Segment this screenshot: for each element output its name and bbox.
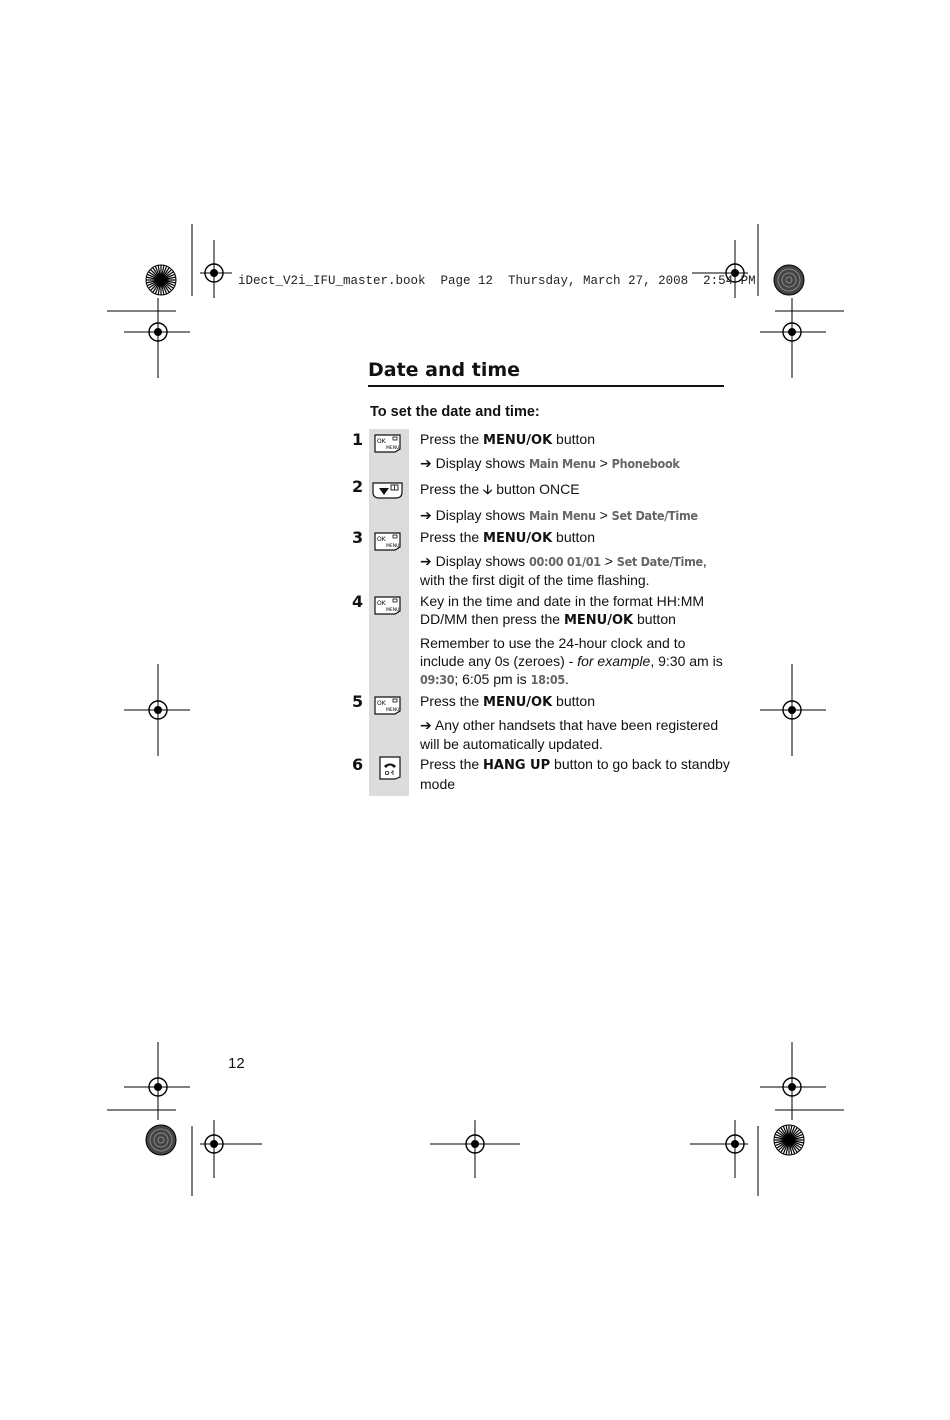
page-number: 12	[228, 1055, 245, 1072]
result-arrow-icon: ➔	[420, 508, 432, 524]
step-text: Press the 🡣 button ONCE ➔ Display shows Main Menu > Set Date/Time	[420, 481, 698, 524]
print-slug: iDect_V2i_IFU_master.book Page 12 Thursday, March 27, 2008 2:54 PM	[238, 274, 756, 288]
result-arrow-icon: ➔	[420, 718, 432, 734]
down-arrow-icon: 🡣	[483, 483, 493, 498]
svg-text:MENU: MENU	[386, 608, 400, 613]
step-number: 2	[352, 477, 364, 496]
step-number: 1	[352, 430, 364, 449]
ok-menu-key-icon	[373, 695, 403, 715]
step-text: Key in the time and date in the format HH:MM DD/MM then press the MENU/OK button Remember to use the 24-hour clock and to include any 0s (zeroes) - for example, 9:30 am is 09:30; 6:05 pm is 18:05.	[420, 593, 723, 687]
step-number: 6	[352, 755, 364, 774]
down-phonebook-key-icon	[371, 480, 405, 500]
ok-menu-key-icon	[373, 433, 403, 453]
section-title: Date and time	[368, 359, 724, 387]
step-number: 3	[352, 528, 364, 547]
result-arrow-icon: ➔	[420, 456, 432, 472]
step-text: Press the MENU/OK button ➔ Display shows Main Menu > Phonebook	[420, 431, 680, 472]
step-text: Press the MENU/OK button ➔ Any other handsets that have been registered will be automatically updated.	[420, 693, 719, 752]
svg-text:OK: OK	[377, 600, 386, 607]
hang-up-key-icon	[378, 755, 404, 781]
step-number: 4	[352, 592, 364, 611]
ok-menu-key-icon	[373, 531, 403, 551]
svg-text:OK: OK	[377, 438, 386, 445]
step-text: Press the HANG UP button to go back to standby mode	[420, 756, 730, 792]
result-arrow-icon: ➔	[420, 554, 432, 570]
section-subtitle: To set the date and time:	[370, 404, 540, 420]
ok-menu-key-icon	[373, 595, 403, 615]
svg-text:OK: OK	[377, 536, 386, 543]
svg-text:MENU: MENU	[386, 446, 400, 451]
svg-text:MENU: MENU	[386, 544, 400, 549]
step-text: Press the MENU/OK button ➔ Display shows 00:00 01/01 > Set Date/Time, with the first digit of the time flashing.	[420, 529, 707, 588]
step-number: 5	[352, 692, 364, 711]
svg-text:OK: OK	[377, 700, 386, 707]
svg-text:MENU: MENU	[386, 708, 400, 713]
